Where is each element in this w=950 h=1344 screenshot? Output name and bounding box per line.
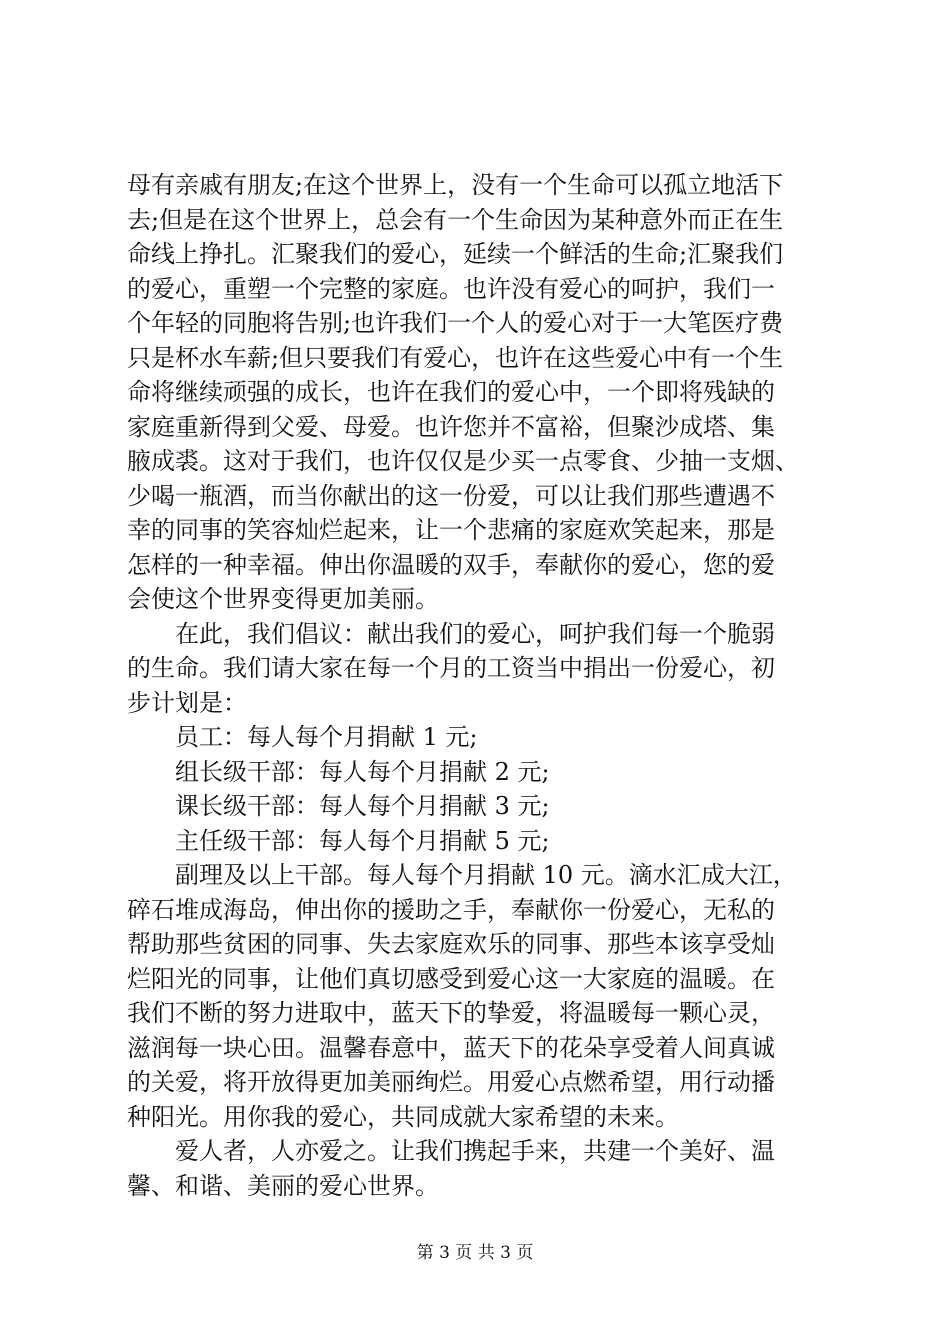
text-line: 怎样的一种幸福。伸出你温暖的双手，奉献你的爱心，您的爱 [127,550,775,579]
text-line: 腋成裘。这对于我们，也许仅仅是少买一点零食、少抽一支烟、 [127,447,799,475]
text-line: 家庭重新得到父爱、母爱。也许您并不富裕，但聚沙成塔、集 [127,412,775,441]
text-line: 种阳光。用你我的爱心，共同成就大家希望的未来。 [127,1102,679,1131]
text-line: 碎石堆成海岛，伸出你的援助之手，奉献你一份爱心，无私的 [127,895,775,924]
text-line: 只是杯水车薪;但只要我们有爱心，也许在这些爱心中有一个生 [127,343,784,372]
text-line: 的爱心，重塑一个完整的家庭。也许没有爱心的呵护，我们一 [127,274,775,303]
text-line: 步计划是： [127,688,247,717]
text-line: 命线上挣扎。汇聚我们的爱心，延续一个鲜活的生命;汇聚我们 [127,240,784,268]
text-line: 的关爱，将开放得更加美丽绚烂。用爱心点燃希望，用行动播 [127,1068,775,1096]
text-line: 幸的同事的笑容灿烂起来，让一个悲痛的家庭欢笑起来，那是 [127,516,775,544]
plan-item-deputy-manager: 副理及以上干部。每人每个月捐献 10 元。滴水汇成大江， [175,861,797,889]
text-line: 帮助那些贫困的同事、失去家庭欢乐的同事、那些本该享受灿 [127,930,775,958]
page-footer: 第 3 页 共 3 页 [416,1243,534,1263]
text-line: 的生命。我们请大家在每一个月的工资当中捐出一份爱心，初 [127,654,775,682]
text-line: 滋润每一块心田。温馨春意中，蓝天下的花朵享受着人间真诚 [127,1033,775,1062]
text-line: 个年轻的同胞将告别;也许我们一个人的爱心对于一大笔医疗费 [127,309,784,337]
text-line: 我们不断的努力进取中，蓝天下的挚爱，将温暖每一颗心灵， [127,999,775,1027]
text-line: 少喝一瓶酒，而当你献出的这一份爱，可以让我们那些遭遇不 [127,481,775,510]
plan-item-staff: 员工：每人每个月捐献 1 元; [175,723,478,751]
text-line: 烂阳光的同事，让他们真切感受到爱心这一大家庭的温暖。在 [127,964,775,993]
text-line: 爱人者，人亦爱之。让我们携起手来，共建一个美好、温 [175,1137,775,1165]
text-line: 在此，我们倡议：献出我们的爱心，呵护我们每一个脆弱 [175,619,775,648]
text-line: 去;但是在这个世界上，总会有一个生命因为某种意外而正在生 [127,205,784,234]
text-line: 会使这个世界变得更加美丽。 [127,585,439,613]
text-line: 命将继续顽强的成长，也许在我们的爱心中，一个即将残缺的 [127,378,775,406]
text-line: 母有亲戚有朋友;在这个世界上，没有一个生命可以孤立地活下 [127,171,784,199]
plan-item-director: 主任级干部：每人每个月捐献 5 元; [175,826,550,855]
plan-item-section-chief: 课长级干部：每人每个月捐献 3 元; [175,792,550,820]
plan-item-group-leader: 组长级干部：每人每个月捐献 2 元; [175,757,550,786]
document-body [127,168,835,1203]
text-line: 馨、和谐、美丽的爱心世界。 [127,1171,439,1200]
